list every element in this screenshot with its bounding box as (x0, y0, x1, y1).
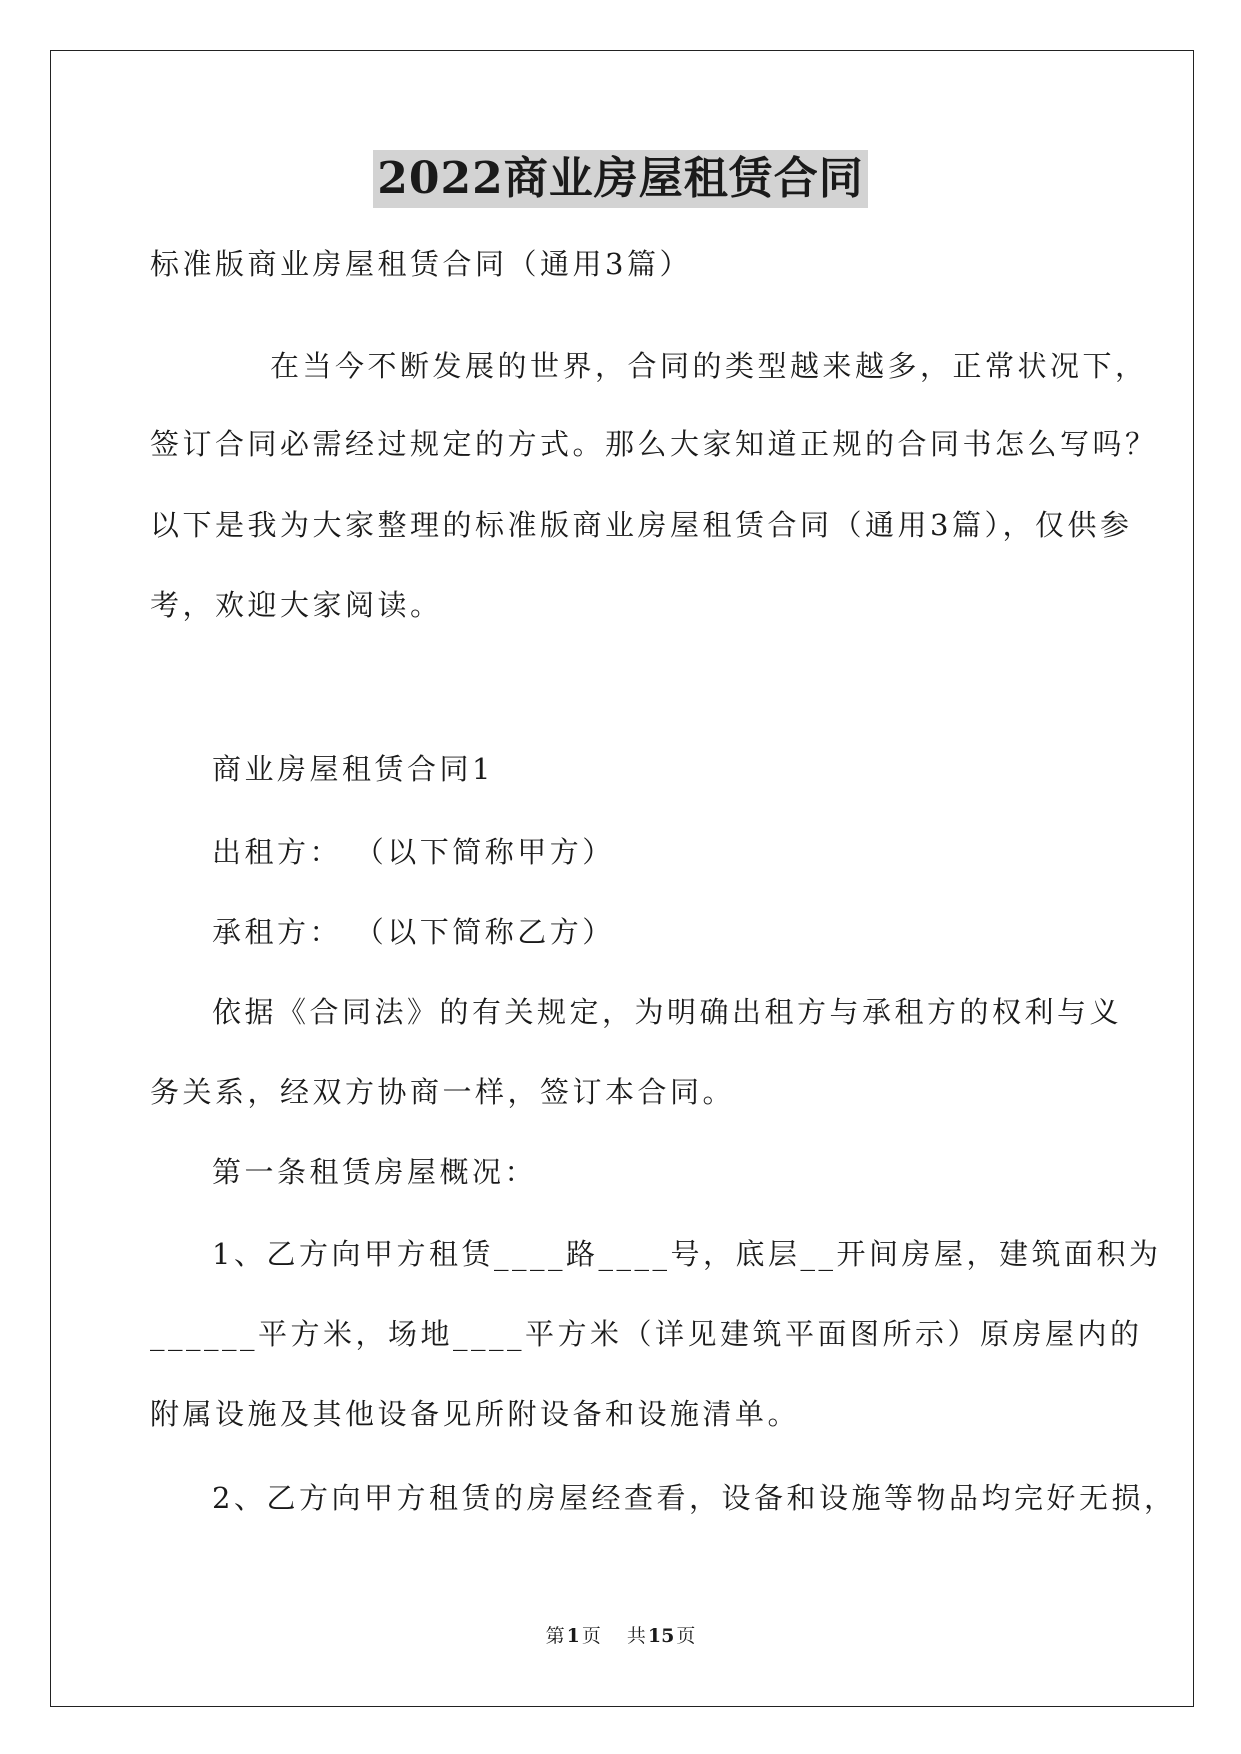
clause1-line-2: ______平方米，场地____平方米（详见建筑平面图所示）原房屋内的 (150, 1317, 1143, 1351)
lessee-line: 承租方： （以下简称乙方） (212, 915, 615, 949)
contract-heading: 商业房屋租赁合同1 (212, 752, 494, 786)
page-footer (0, 1624, 1241, 1648)
lessor-line: 出租方： （以下简称甲方） (212, 835, 615, 869)
article1-heading: 第一条租赁房屋概况： (212, 1155, 538, 1189)
title-container (0, 150, 1241, 208)
footer-page-number: 1 (566, 1625, 580, 1647)
basis-line-1: 依据《合同法》的有关规定，为明确出租方与承租方的权利与义 (212, 995, 1123, 1029)
footer-total-pages: 15 (647, 1625, 675, 1647)
intro-line-4: 考，欢迎大家阅读。 (150, 588, 443, 622)
intro-line-2: 签订合同必需经过规定的方式。那么大家知道正规的合同书怎么写吗？ (150, 427, 1158, 461)
document-subtitle: 标准版商业房屋租赁合同（通用3篇） (150, 247, 692, 281)
intro-line-3: 以下是我为大家整理的标准版商业房屋租赁合同（通用3篇），仅供参 (150, 508, 1133, 542)
footer-total-prefix: 共 (626, 1625, 646, 1647)
intro-line-1: 在当今不断发展的世界，合同的类型越来越多，正常状况下， (270, 349, 1148, 383)
basis-line-2: 务关系，经双方协商一样，签订本合同。 (150, 1075, 736, 1109)
clause2-line-1: 2、乙方向甲方租赁的房屋经查看，设备和设施等物品均完好无损， (212, 1481, 1177, 1515)
footer-page-prefix: 第 (545, 1625, 565, 1647)
footer-total-suffix: 页 (676, 1625, 696, 1647)
document-title: 2022商业房屋租赁合同 (373, 150, 867, 208)
clause1-line-1: 1、乙方向甲方租赁____路____号，底层__开间房屋，建筑面积为 (212, 1237, 1162, 1271)
footer-page-suffix: 页 (581, 1625, 601, 1647)
clause1-line-3: 附属设施及其他设备见所附设备和设施清单。 (150, 1397, 801, 1431)
page-border (50, 50, 1194, 1707)
